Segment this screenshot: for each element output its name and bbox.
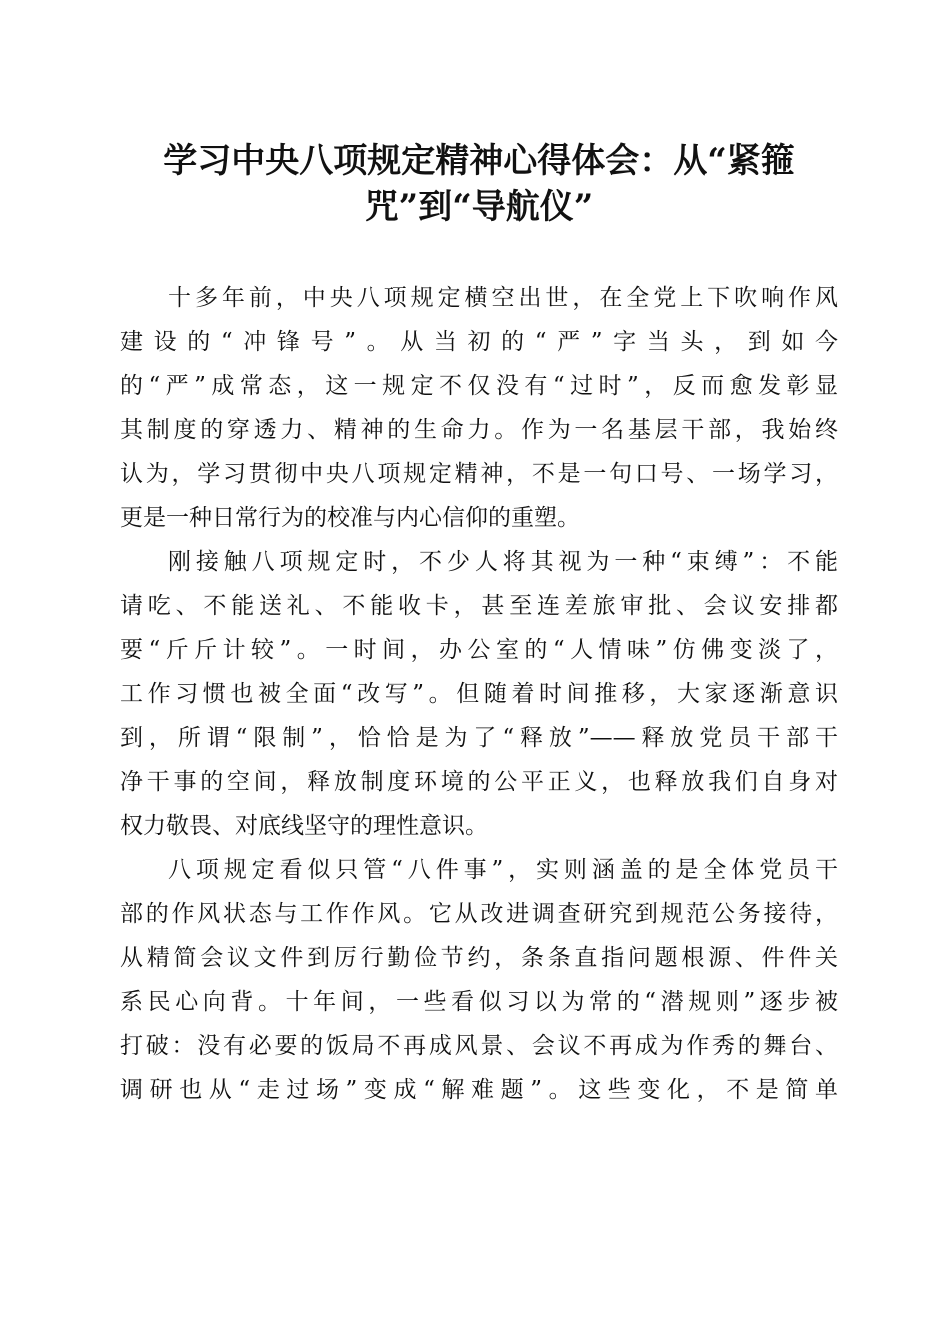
text-line: 认为，学习贯彻中央八项规定精神，不是一句口号、一场学习， [120, 461, 838, 487]
text-line: 的“严”成常态，这一规定不仅没有“过时”，反而愈发彰显 [120, 373, 838, 399]
text-line: 要“斤斤计较”。一时间，办公室的“人情味”仿佛变淡了， [120, 637, 838, 663]
paragraph [120, 276, 838, 540]
text-line: 权力敬畏、对底线坚守的理性意识。 [120, 813, 488, 839]
text-line: 更是一种日常行为的校准与内心信仰的重塑。 [120, 505, 580, 531]
text-line: 从精简会议文件到厉行勤俭节约，条条直指问题根源、件件关 [120, 945, 838, 971]
text-line: 工作习惯也被全面“改写”。但随着时间推移，大家逐渐意识 [120, 681, 838, 707]
text-line: 十多年前，中央八项规定横空出世，在全党上下吹响作风 [168, 285, 838, 311]
text-line: 请吃、不能送礼、不能收卡，甚至连差旅审批、会议安排都 [120, 593, 838, 619]
document-title [120, 138, 838, 230]
text-line: 调研也从“走过场”变成“解难题”。这些变化，不是简单 [120, 1077, 838, 1103]
title-line: 学习中央八项规定精神心得体会：从“紧箍 [163, 141, 795, 181]
document-body [120, 276, 838, 1112]
text-line: 净干事的空间，释放制度环境的公平正义，也释放我们自身对 [120, 769, 838, 795]
text-line: 其制度的穿透力、精神的生命力。作为一名基层干部，我始终 [120, 417, 838, 443]
paragraph [120, 848, 838, 1112]
text-line: 部的作风状态与工作作风。它从改进调查研究到规范公务接待， [120, 901, 838, 927]
text-line: 打破：没有必要的饭局不再成风景、会议不再成为作秀的舞台、 [120, 1033, 838, 1059]
text-line: 建设的“冲锋号”。从当初的“严”字当头，到如今 [120, 329, 838, 355]
text-line: 刚接触八项规定时，不少人将其视为一种“束缚”：不能 [168, 549, 838, 575]
title-line: 咒”到“导航仪” [364, 187, 594, 227]
text-line: 系民心向背。十年间，一些看似习以为常的“潜规则”逐步被 [120, 989, 838, 1015]
paragraph [120, 540, 838, 848]
text-line: 八项规定看似只管“八件事”，实则涵盖的是全体党员干 [168, 857, 838, 883]
text-line: 到，所谓“限制”，恰恰是为了“释放”——释放党员干部干 [120, 725, 838, 751]
